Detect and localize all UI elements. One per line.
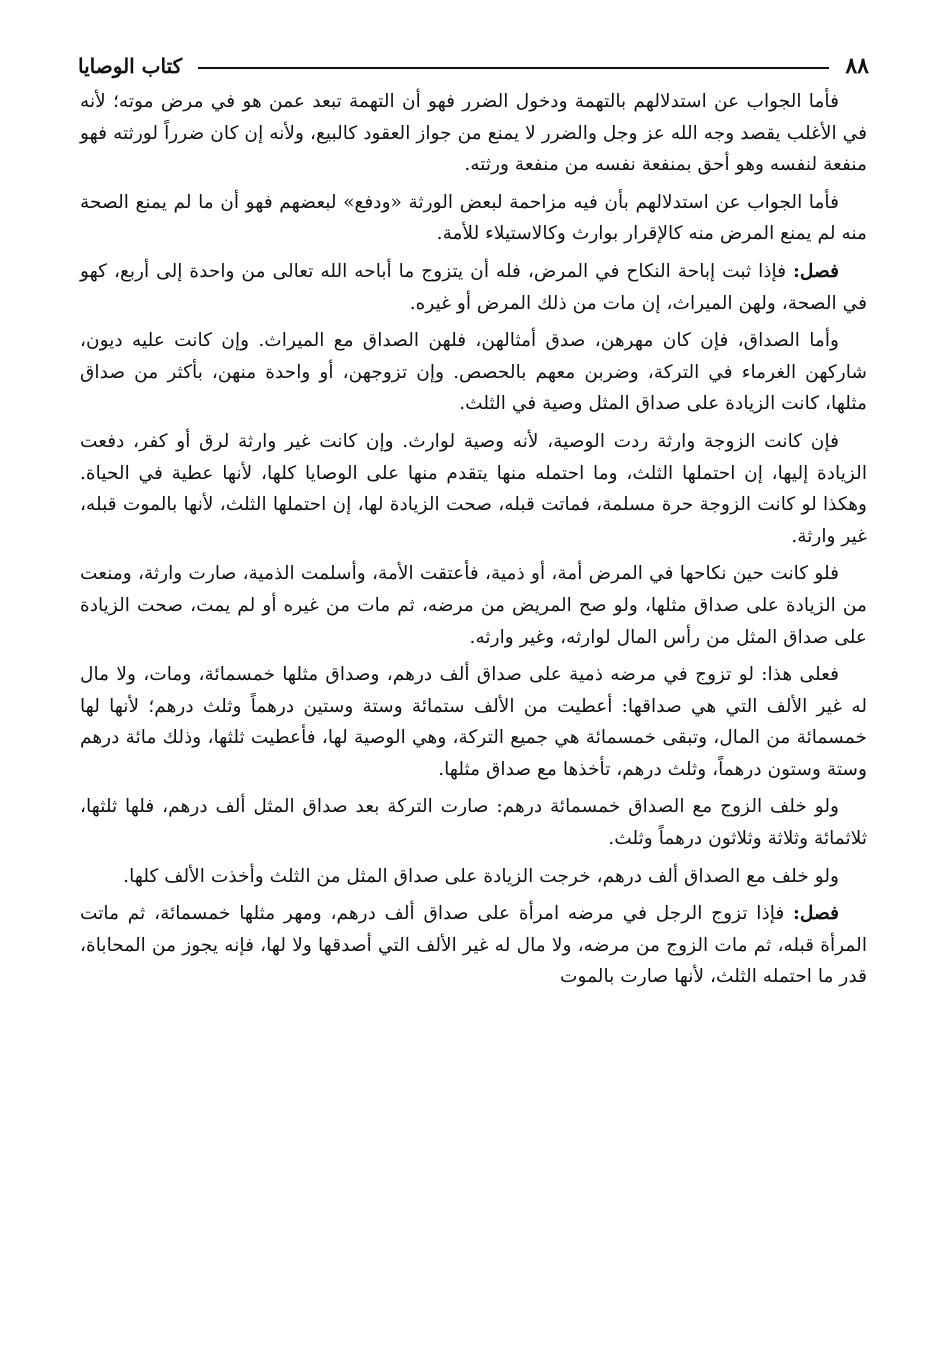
paragraph-text: ولو خلف مع الصداق ألف درهم، خرجت الزيادة على صداق المثل من الثلث وأخذت الألف كلها. [123,865,839,887]
body-text [80,86,867,999]
paragraph-text: فأما الجواب عن استدلالهم بالتهمة ودخول الضرر فهو أن التهمة تبعد عمن هو في مرض موته؛ لأنه في الأغلب يقصد وجه الله عز وجل والضرر لا يمنع من جواز العقود كالبيع، ولأنه إن كان ضرراً لورثته فهو منفعة لنفسه وهو أحق بمنفعة نفسه من منفعة ورثته. [80,91,867,176]
paragraph [80,861,867,893]
paragraph-text: فأما الجواب عن استدلالهم بأن فيه مزاحمة لبعض الورثة «ودفع» لبعضهم فهو أن ما لم يمنع الصحة منه لم يمنع المرض منه كالإقرار بوارث وكالاستيلاء للأمة. [80,191,867,245]
paragraph [80,791,867,854]
paragraph [80,256,867,319]
paragraph [80,898,867,993]
paragraph-text: فعلى هذا: لو تزوج في مرضه ذمية على صداق ألف درهم، وصداق مثلها خمسمائة، ومات، ولا مال له غير الألف التي هي صداقها: أعطيت من الألف ستمائة وستة وستين درهماً وثلث درهم؛ لأنها لها خمسمائة من المال، وتبقى خمسمائة هي جميع التركة، وهي الوصية لها، فأعطيت ثلثها، وذلك مائة درهم وستة وستون درهماً، وثلث درهم، تأخذها مع صداق مثلها. [80,664,867,780]
section-label: فصل: [793,260,839,282]
paragraph-text: فإذا ثبت إباحة النكاح في المرض، فله أن يتزوج ما أباحه الله تعالى من واحدة إلى أربع، كهو في الصحة، ولهن الميراث، إن مات من ذلك المرض أو غيره. [80,260,867,314]
paragraph [80,659,867,785]
paragraph-text: فإذا تزوج الرجل في مرضه امرأة على صداق ألف درهم، ومهر مثلها خمسمائة، ثم ماتت المرأة قبله، ثم مات الزوج من مرضه، ولا مال له غير الألف التي أصدقها ولا لها، فإنه يجوز من المحاباة، قدر ما احتمله الثلث، لأنها صارت بالموت [80,903,867,988]
book-title: كتاب الوصايا [78,54,183,78]
paragraph [80,426,867,552]
header-rule [198,67,829,69]
paragraph [80,558,867,653]
page-number: ٨٨ [845,53,869,79]
paragraph-text: ولو خلف الزوج مع الصداق خمسمائة درهم: صارت التركة بعد صداق المثل ألف درهم، فلها ثلثها، ثلاثمائة وثلاثة وثلاثون درهماً وثلث. [80,796,867,850]
section-label: فصل: [793,903,839,925]
paragraph-text: فلو كانت حين نكاحها في المرض أمة، أو ذمية، فأعتقت الأمة، وأسلمت الذمية، صارت وارثة، ومنعت من الزيادة على صداق مثلها، ولو صح المريض من مرضه، ثم مات من غيره أو لم يمت، صحت الزيادة على صداق المثل من رأس المال لوارثه، وغير وارثه. [80,563,867,648]
paragraph [80,325,867,420]
paragraph [80,86,867,181]
page-header [78,48,869,84]
paragraph-text: وأما الصداق، فإن كان مهرهن، صدق أمثالهن، فلهن الصداق مع الميراث. وإن كانت عليه ديون، شاركهن الغرماء في التركة، وضربن معهم بالحصص. وإن تزوجهن، أو واحدة منهن، بأكثر من صداق مثلها، كانت الزيادة على صداق المثل وصية في الثلث. [80,330,867,415]
paragraph [80,187,867,250]
paragraph-text: فإن كانت الزوجة وارثة ردت الوصية، لأنه وصية لوارث. وإن كانت غير وارثة لرق أو كفر، دفعت الزيادة إليها، إن احتملها الثلث، وما احتمله منها يتقدم منها على الوصايا كلها، لأنها عطية في الحياة. وهكذا لو كانت الزوجة حرة مسلمة، فماتت قبله، صحت الزيادة لها، إن احتملها الثلث، لأنها بالموت قبله، غير وارثة. [80,430,867,547]
